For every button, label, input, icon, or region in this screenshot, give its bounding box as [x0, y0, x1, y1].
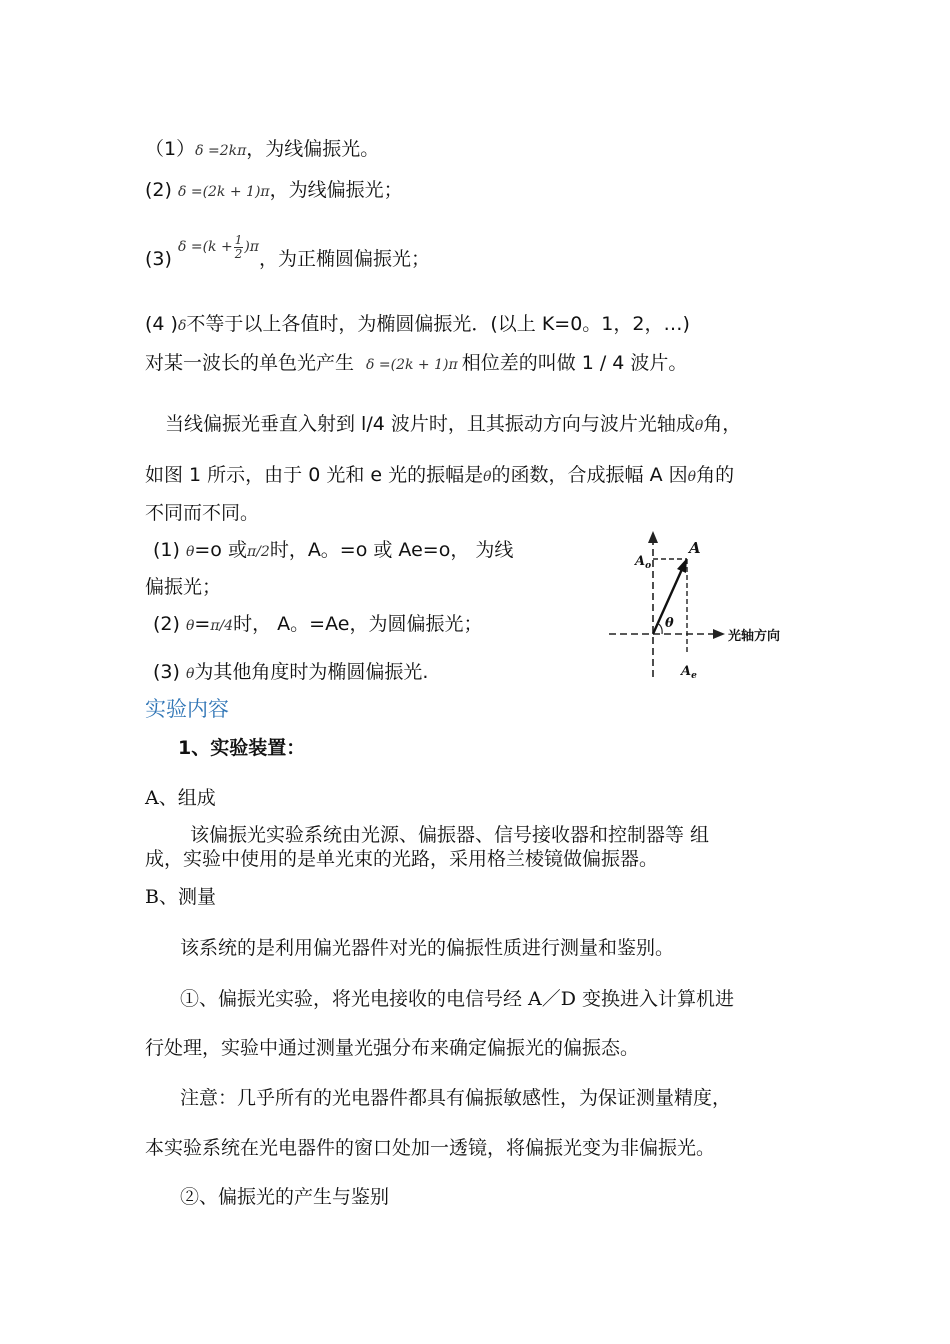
condition-1-cont: 偏振光； — [145, 576, 222, 598]
condition-2 — [153, 611, 482, 639]
case-2-text: ，为线偏振光； — [269, 179, 403, 201]
case-3-text: ，为正椭圆偏振光； — [259, 248, 431, 270]
condition-2-mid1: = — [194, 613, 211, 635]
paragraph-2a: 如图 1 所示，由于 0 光和 e 光的振幅是 — [145, 464, 484, 486]
case-3-fraction — [234, 234, 244, 261]
condition-1-mid2: 时，A。=o 或 Ae=o， 为线 — [269, 539, 514, 561]
case-3-prefix: (3) — [145, 248, 178, 270]
subsection-heading: 1、实验装置： — [178, 737, 306, 759]
section-heading: 实验内容 — [145, 697, 229, 721]
condition-3-prefix: (3) — [153, 661, 186, 683]
fraction-denominator: 2 — [234, 246, 243, 261]
theta-symbol: θ — [694, 418, 704, 434]
case-1-formula: δ =2kπ — [195, 143, 247, 159]
fraction-numerator: 1 — [234, 232, 243, 247]
case-3-formula-post: )π — [244, 239, 260, 255]
condition-1 — [153, 537, 513, 565]
paragraph-3: 不同而不同。 — [145, 502, 260, 524]
paragraph-1a: 当线偏振光垂直入射到 l/4 波片时，且其振动方向与波片光轴成 — [165, 413, 695, 435]
case-2-formula: δ =(2k + 1)π — [177, 184, 270, 200]
amplitude-vector-arrow — [677, 558, 687, 573]
condition-1-prefix: (1) — [153, 539, 186, 561]
case-4 — [145, 311, 690, 339]
case-4-formula: δ — [177, 318, 187, 334]
theta-symbol: θ — [185, 544, 195, 560]
polarization-diagram — [605, 527, 800, 682]
quarter-wave-definition — [145, 350, 687, 378]
condition-2-mid2: 时， A。=Ae，为圆偏振光； — [233, 613, 483, 635]
part-b-title: B、测量 — [145, 886, 216, 908]
case-1-prefix: （1） — [145, 138, 196, 160]
note-line-1: 注意：几乎所有的光电器件都具有偏振敏感性，为保证测量精度， — [180, 1087, 732, 1109]
label-a: A — [689, 539, 701, 557]
part-b-line-1: 该系统的是利用偏光器件对光的偏振性质进行测量和鉴别。 — [180, 937, 675, 959]
case-4-prefix: (4 ) — [145, 313, 178, 335]
theta-symbol: θ — [687, 469, 697, 485]
item-1-line-2: 行处理，实验中通过测量光强分布来确定偏振光的偏振态。 — [145, 1037, 640, 1059]
part-a-line-2: 成，实验中使用的是单光束的光路，采用格兰棱镜做偏振器。 — [145, 848, 659, 870]
label-ao: $A_o$ — [635, 554, 652, 571]
case-2-prefix: (2) — [145, 179, 178, 201]
note-line-2: 本实验系统在光电器件的窗口处加一透镜，将偏振光变为非偏振光。 — [145, 1137, 716, 1159]
quarter-wave-pre: 对某一波长的单色光产生 — [145, 352, 355, 374]
theta-symbol: θ — [483, 469, 492, 485]
case-3-formula — [177, 232, 260, 261]
theta-symbol: θ — [185, 666, 195, 682]
condition-1-continued — [145, 574, 221, 600]
paragraph-2b: 的函数，合成振幅 A 因 — [491, 464, 688, 486]
item-2: ②、偏振光的产生与鉴别 — [180, 1186, 390, 1208]
paragraph-1b: 角， — [703, 413, 742, 435]
condition-2-prefix: (2) — [153, 613, 186, 635]
theta-symbol: θ — [185, 618, 195, 634]
axis-label: 光轴方向 — [728, 629, 781, 644]
quarter-wave-post: 相位差的叫做 1 / 4 波片。 — [461, 352, 688, 374]
condition-3-text: 为其他角度时为椭圆偏振光. — [194, 661, 429, 683]
case-3-formula-pre: δ =(k + — [177, 239, 233, 255]
quarter-wave-formula: δ =(2k + 1)π — [366, 357, 458, 373]
paragraph-line-1 — [165, 411, 741, 439]
horizontal-axis-arrow — [713, 629, 725, 639]
case-4-text: 不等于以上各值时，为椭圆偏振光．(以上 K=0。1，2，…) — [186, 313, 690, 335]
vertical-axis-arrow — [648, 531, 658, 543]
condition-3 — [153, 659, 428, 687]
item-1-line-1: ①、偏振光实验，将光电接收的电信号经 A／D 变换进入计算机进 — [180, 988, 735, 1010]
paragraph-line-2 — [145, 462, 734, 490]
paragraph-line-3 — [145, 500, 259, 526]
paragraph-2c: 角的 — [696, 464, 735, 486]
case-1-text: ，为线偏振光。 — [246, 138, 380, 160]
case-1 — [145, 136, 379, 164]
case-2 — [145, 177, 403, 205]
pi-half: π/2 — [246, 544, 270, 560]
part-a-line-1: 该偏振光实验系统由光源、偏振器、信号接收器和控制器等 组 — [190, 824, 710, 846]
label-ae: $A_e$ — [681, 664, 697, 681]
condition-1-mid1: =o 或 — [194, 539, 247, 561]
part-a-title: A、组成 — [145, 787, 216, 809]
label-theta: θ — [665, 616, 674, 631]
case-3 — [145, 232, 431, 275]
pi-quarter: π/4 — [210, 618, 234, 634]
